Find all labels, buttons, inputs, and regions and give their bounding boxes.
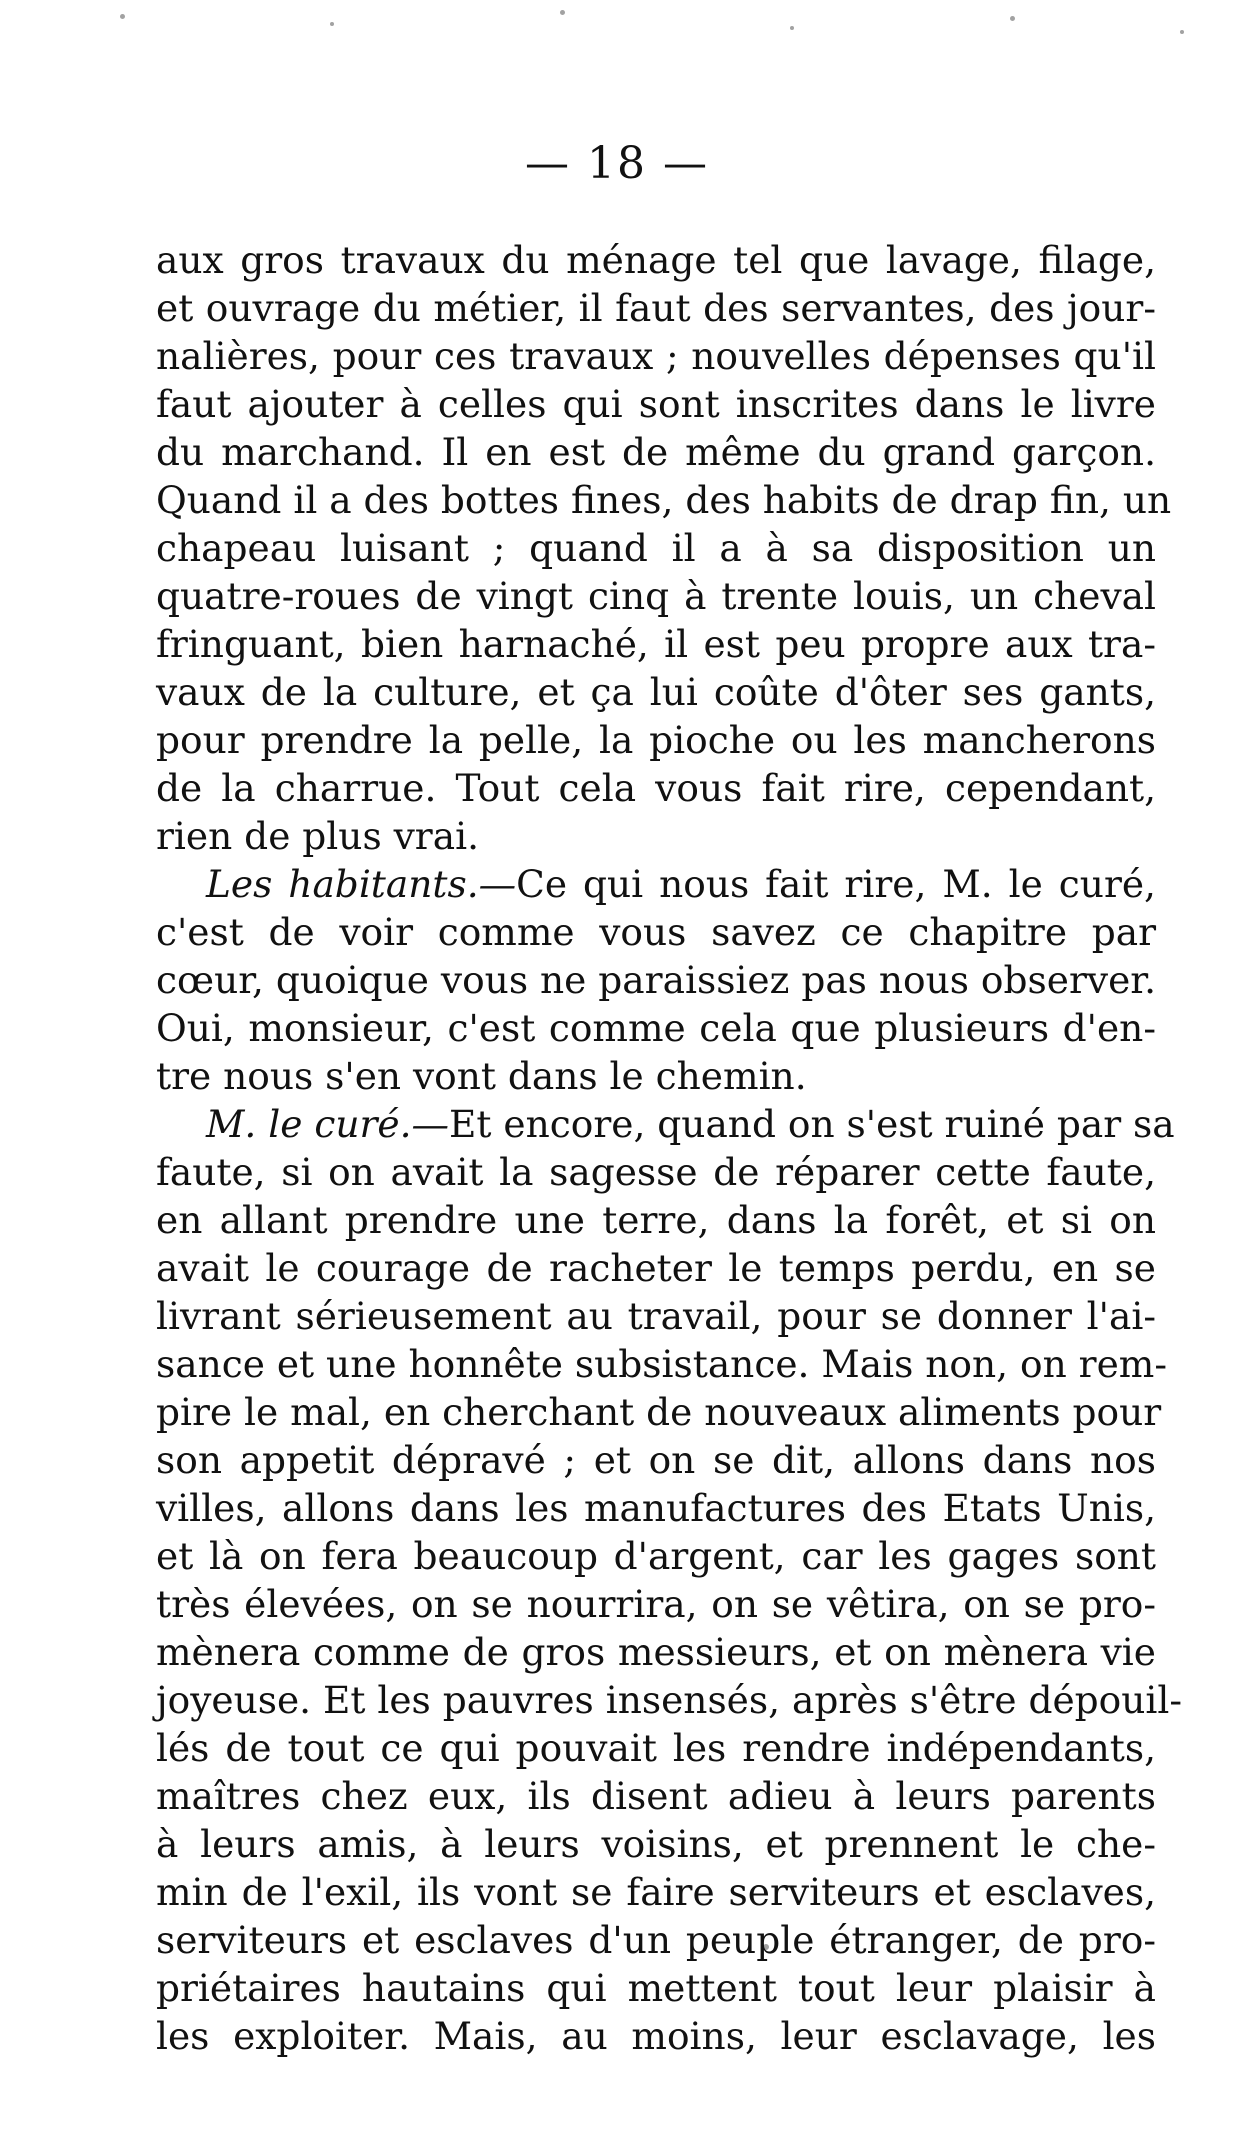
text-line: tre nous s'en vont dans le chemin. <box>156 1054 807 1098</box>
text-line: lés de tout ce qui pouvait les rendre indépendants, <box>156 1726 1156 1770</box>
text-line: nalières, pour ces travaux ; nouvelles dépenses qu'il <box>156 334 1156 378</box>
text-line: pire le mal, en cherchant de nouveaux aliments pour <box>156 1390 1162 1434</box>
text-line: très élevées, on se nourrira, on se vêtira, on se pro- <box>156 1582 1156 1626</box>
text-line: quatre-roues de vingt cinq à trente louis, un cheval <box>156 574 1156 618</box>
text-line: min de l'exil, ils vont se faire serviteurs et esclaves, <box>156 1870 1156 1914</box>
text-line: c'est de voir comme vous savez ce chapitre par <box>156 910 1156 954</box>
text-line: avait le courage de racheter le temps perdu, en se <box>156 1246 1156 1290</box>
text-line: faut ajouter à celles qui sont inscrites dans le livre <box>156 382 1156 426</box>
text-line: Oui, monsieur, c'est comme cela que plusieurs d'en- <box>156 1006 1156 1050</box>
text-line: mènera comme de gros messieurs, et on mènera vie <box>156 1630 1156 1674</box>
text-line: en allant prendre une terre, dans la forêt, et si on <box>156 1198 1156 1242</box>
speaker-label-habitants: Les habitants.— <box>206 862 517 906</box>
text-line: sance et une honnête subsistance. Mais non, on rem- <box>156 1342 1167 1386</box>
print-speck <box>790 26 794 30</box>
print-speck <box>330 22 334 26</box>
text-line: maîtres chez eux, ils disent adieu à leurs parents <box>156 1774 1156 1818</box>
text-line: les exploiter. Mais, au moins, leur esclavage, les <box>156 2014 1156 2058</box>
text-line: aux gros travaux du ménage tel que lavage, filage, <box>156 238 1156 282</box>
text-line: cœur, quoique vous ne paraissiez pas nous observer. <box>156 958 1156 1002</box>
print-speck <box>1010 16 1015 21</box>
text-line: son appetit dépravé ; et on se dit, allons dans nos <box>156 1438 1156 1482</box>
text-line: livrant sérieusement au travail, pour se donner l'ai- <box>156 1294 1156 1338</box>
text-line: et ouvrage du métier, il faut des servantes, des jour- <box>156 286 1156 330</box>
dialogue-line-habitants <box>156 860 1156 908</box>
text-line: fringuant, bien harnaché, il est peu propre aux tra- <box>156 622 1156 666</box>
text-line: faute, si on avait la sagesse de réparer cette faute, <box>156 1150 1156 1194</box>
dialogue-text: Ce qui nous fait rire, M. le curé, <box>516 862 1156 906</box>
text-line: rien de plus vrai. <box>156 814 479 858</box>
page-number: — 18 — <box>525 138 709 189</box>
body-text <box>156 236 1183 2060</box>
text-line: villes, allons dans les manufactures des Etats Unis, <box>156 1486 1156 1530</box>
print-speck <box>560 10 565 15</box>
text-line: Quand il a des bottes fines, des habits de drap fin, un <box>156 478 1172 522</box>
print-speck <box>120 14 125 19</box>
speaker-label-cure: M. le curé.— <box>206 1102 450 1146</box>
print-speck <box>1180 30 1184 34</box>
text-line: joyeuse. Et les pauvres insensés, après s'être dépouil- <box>156 1678 1183 1722</box>
text-line: serviteurs et esclaves d'un peuple étranger, de pro- <box>156 1918 1156 1962</box>
text-line: de la charrue. Tout cela vous fait rire, cependant, <box>156 766 1156 810</box>
text-line: chapeau luisant ; quand il a à sa disposition un <box>156 526 1156 570</box>
text-line: vaux de la culture, et ça lui coûte d'ôter ses gants, <box>156 670 1156 714</box>
text-line: pour prendre la pelle, la pioche ou les mancherons <box>156 718 1156 762</box>
text-line: du marchand. Il en est de même du grand garçon. <box>156 430 1156 474</box>
text-line: à leurs amis, à leurs voisins, et prennent le che- <box>156 1822 1156 1866</box>
dialogue-line-cure <box>156 1100 1175 1148</box>
text-line: priétaires hautains qui mettent tout leur plaisir à <box>156 1966 1156 2010</box>
dialogue-text: Et encore, quand on s'est ruiné par sa <box>449 1102 1175 1146</box>
text-line: et là on fera beaucoup d'argent, car les gages sont <box>156 1534 1156 1578</box>
